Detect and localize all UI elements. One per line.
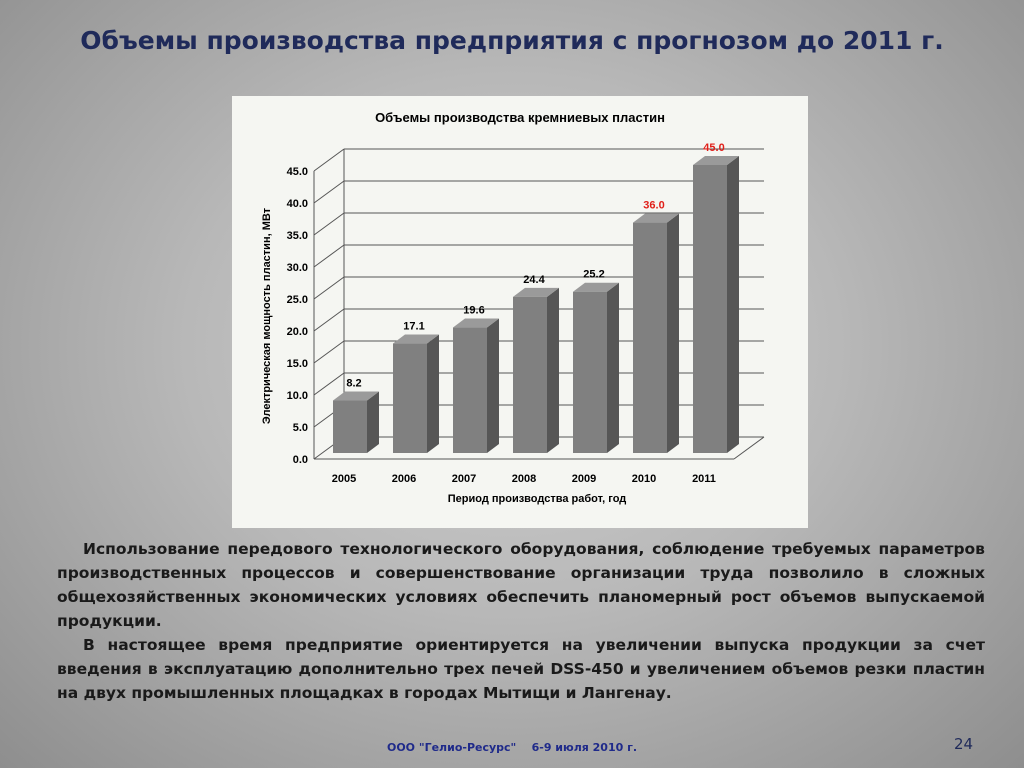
body-text: [57, 537, 985, 705]
y-tick-label: 40.0: [286, 198, 308, 210]
page-number: 24: [954, 735, 974, 753]
bar-2005: [333, 401, 367, 453]
value-label-2007: 19.6: [463, 304, 485, 317]
bar-side-2008: [547, 288, 559, 453]
gridline-depth: [314, 181, 344, 203]
chart-title: Объемы производства кремниевых пластин: [375, 110, 665, 125]
y-tick-label: 30.0: [286, 262, 308, 274]
y-axis-label: Электрическая мощность пластин, МВт: [261, 207, 273, 425]
y-tick-label: 45.0: [286, 166, 308, 178]
value-label-2011: 45.0: [703, 142, 725, 154]
y-tick-label: 20.0: [286, 326, 308, 338]
bar-2006: [393, 344, 427, 453]
y-tick-label: 25.0: [286, 294, 308, 306]
gridline-depth: [314, 213, 344, 235]
x-axis-label: Период производства работ, год: [447, 493, 627, 505]
bar-2007: [453, 328, 487, 453]
y-tick-label: 0.0: [292, 454, 308, 466]
y-tick-label: 10.0: [286, 390, 308, 402]
slide-title: Объемы производства предприятия с прогнозом до 2011 г.: [80, 26, 944, 55]
value-label-2010: 36.0: [643, 199, 665, 212]
bar-2011: [693, 165, 727, 453]
bar-side-2005: [367, 392, 379, 453]
y-tick-label: 15.0: [286, 358, 308, 370]
x-tick-label-2006: 2006: [391, 473, 417, 485]
x-tick-label-2008: 2008: [511, 473, 537, 485]
gridline-depth: [314, 277, 344, 299]
value-label-2008: 24.4: [523, 273, 545, 286]
x-tick-label-2005: 2005: [331, 473, 357, 485]
chart-panel: [232, 96, 808, 528]
x-tick-label-2007: 2007: [451, 473, 477, 485]
value-label-2006: 17.1: [403, 320, 425, 333]
bar-2010: [633, 223, 667, 453]
x-tick-label-2010: 2010: [631, 473, 657, 485]
bar-side-2007: [487, 319, 499, 453]
paragraph-1: Использование передового технологического оборудования, соблюдение требуемых параметров производственных процессов и совершенствование организации труда позволило в сложных общехозяйственных экономических условиях обеспечить планомерный рост объемов выпускаемой продукции.: [57, 540, 985, 630]
gridline-depth: [314, 373, 344, 395]
bar-chart: [232, 96, 808, 528]
y-tick-label: 5.0: [292, 422, 308, 434]
bar-side-2006: [427, 335, 439, 453]
gridline-depth: [314, 245, 344, 267]
paragraph-2: В настоящее время предприятие ориентируется на увеличении выпуска продукции за счет введения в эксплуатацию дополнительно трех печей DSS-450 и увеличением объемов резки пластин на двух промышленных площадках в городах Мытищи и Лангенау.: [57, 636, 985, 702]
y-tick-label: 35.0: [286, 230, 308, 242]
bar-2008: [513, 297, 547, 453]
bar-side-2010: [667, 214, 679, 453]
value-label-2009: 25.2: [583, 268, 605, 281]
bar-side-2011: [727, 156, 739, 453]
bar-2009: [573, 292, 607, 453]
value-label-2005: 8.2: [346, 377, 362, 390]
x-tick-label-2011: 2011: [692, 473, 716, 485]
gridline-depth: [314, 149, 344, 171]
gridline-depth: [314, 341, 344, 363]
bar-side-2009: [607, 283, 619, 453]
footer-text: ООО "Гелио-Ресурс" 6-9 июля 2010 г.: [386, 741, 638, 754]
x-tick-label-2009: 2009: [571, 473, 597, 485]
gridline-depth: [314, 309, 344, 331]
